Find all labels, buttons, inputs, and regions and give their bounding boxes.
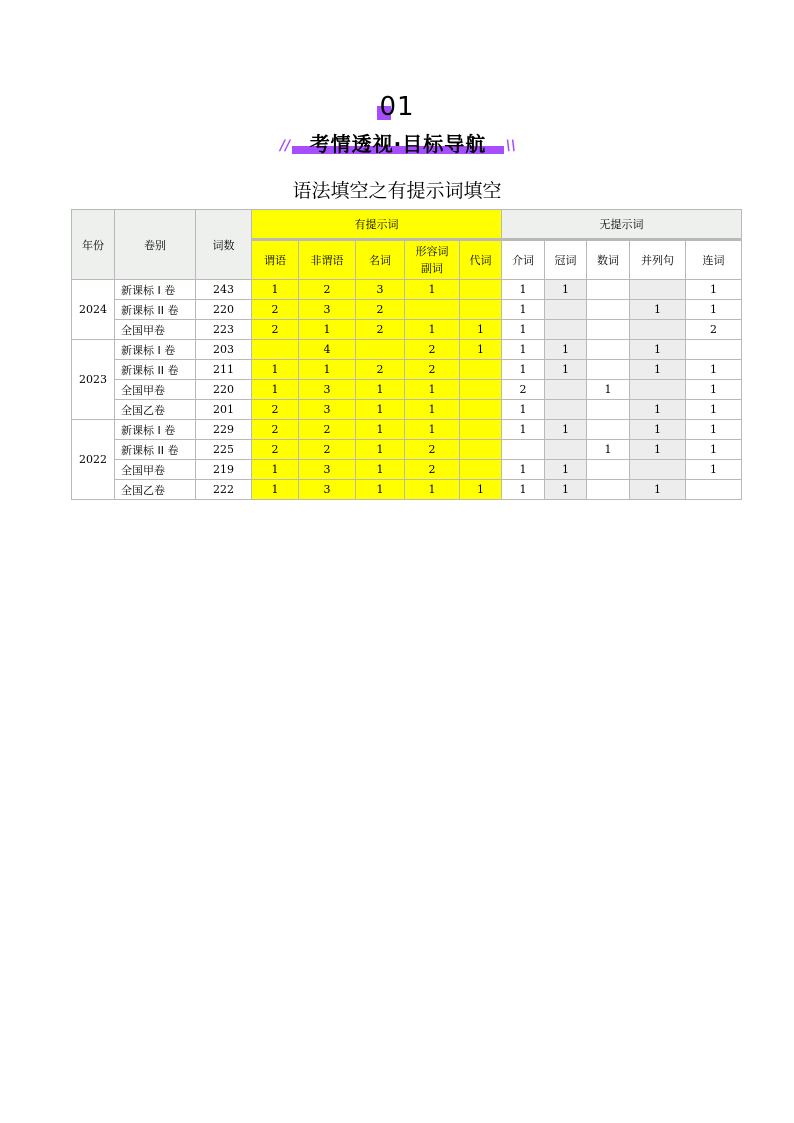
hint-count-cell: 1 (460, 480, 502, 500)
no-hint-count-cell: 1 (502, 400, 545, 420)
no-hint-count-cell (630, 460, 686, 480)
no-hint-count-cell: 1 (686, 420, 742, 440)
hint-count-cell: 3 (299, 480, 356, 500)
header-group-hint: 有提示词 (252, 210, 502, 240)
hint-count-cell: 2 (405, 360, 460, 380)
no-hint-count-cell: 1 (686, 360, 742, 380)
words-cell: 225 (196, 440, 252, 460)
no-hint-count-cell: 1 (686, 400, 742, 420)
hint-count-cell: 1 (356, 460, 405, 480)
table-row (72, 380, 742, 400)
no-hint-count-cell: 1 (502, 340, 545, 360)
no-hint-count-cell: 1 (686, 280, 742, 300)
words-cell: 203 (196, 340, 252, 360)
hint-count-cell: 1 (252, 380, 299, 400)
hint-count-cell: 1 (252, 360, 299, 380)
year-cell: 2022 (72, 420, 115, 500)
hint-count-cell (460, 280, 502, 300)
words-cell: 222 (196, 480, 252, 500)
hint-count-cell: 3 (299, 300, 356, 320)
table-row (72, 300, 742, 320)
no-hint-count-cell: 1 (630, 480, 686, 500)
no-hint-count-cell (686, 340, 742, 360)
no-hint-count-cell: 1 (630, 360, 686, 380)
hint-count-cell: 2 (299, 440, 356, 460)
no-hint-count-cell: 1 (502, 480, 545, 500)
no-hint-count-cell: 1 (545, 280, 587, 300)
hint-count-cell: 1 (299, 320, 356, 340)
no-hint-count-cell: 1 (686, 380, 742, 400)
table-row (72, 420, 742, 440)
paper-cell: 全国甲卷 (115, 320, 196, 340)
hint-count-cell (356, 340, 405, 360)
hint-count-cell: 2 (252, 320, 299, 340)
header-col-no-hint: 连词 (686, 240, 742, 280)
no-hint-count-cell: 2 (502, 380, 545, 400)
hint-count-cell (460, 420, 502, 440)
hint-count-cell: 2 (252, 420, 299, 440)
table-row (72, 400, 742, 420)
no-hint-count-cell (686, 480, 742, 500)
header-col-no-hint: 数词 (587, 240, 630, 280)
banner-title: 考情透视·目标导航 (309, 132, 487, 156)
hint-count-cell: 1 (356, 400, 405, 420)
header-group-no-hint: 无提示词 (502, 210, 742, 240)
no-hint-count-cell (545, 300, 587, 320)
header-col-no-hint: 冠词 (545, 240, 587, 280)
no-hint-count-cell: 1 (587, 380, 630, 400)
hint-count-cell: 1 (405, 320, 460, 340)
hint-count-cell: 2 (252, 400, 299, 420)
header-col-no-hint: 介词 (502, 240, 545, 280)
hint-count-cell: 2 (252, 440, 299, 460)
paper-cell: 全国甲卷 (115, 460, 196, 480)
paper-cell: 全国乙卷 (115, 480, 196, 500)
table-row (72, 480, 742, 500)
hint-count-cell: 4 (299, 340, 356, 360)
words-cell: 223 (196, 320, 252, 340)
header-year: 年份 (72, 210, 115, 280)
no-hint-count-cell: 1 (502, 300, 545, 320)
hint-count-cell: 3 (299, 380, 356, 400)
hint-count-cell: 1 (356, 420, 405, 440)
hint-count-cell: 1 (460, 340, 502, 360)
section-number-block (0, 92, 794, 126)
hint-count-cell: 1 (356, 440, 405, 460)
table-row (72, 280, 742, 300)
hint-count-cell (460, 300, 502, 320)
no-hint-count-cell: 1 (545, 480, 587, 500)
words-cell: 243 (196, 280, 252, 300)
table-row (72, 340, 742, 360)
hint-count-cell (460, 380, 502, 400)
paper-cell: 全国乙卷 (115, 400, 196, 420)
paper-cell: 新课标 II 卷 (115, 300, 196, 320)
no-hint-count-cell: 1 (630, 440, 686, 460)
hint-count-cell (405, 300, 460, 320)
paper-cell: 新课标 I 卷 (115, 340, 196, 360)
paper-cell: 全国甲卷 (115, 380, 196, 400)
banner-deco-right: \\ (505, 138, 516, 154)
no-hint-count-cell: 1 (545, 460, 587, 480)
no-hint-count-cell: 1 (686, 460, 742, 480)
year-cell: 2024 (72, 280, 115, 340)
words-cell: 220 (196, 300, 252, 320)
table-row (72, 440, 742, 460)
no-hint-count-cell (630, 320, 686, 340)
header-paper: 卷别 (115, 210, 196, 280)
hint-count-cell: 3 (299, 400, 356, 420)
exam-stats-table (71, 209, 742, 500)
no-hint-count-cell: 1 (502, 280, 545, 300)
paper-cell: 新课标 II 卷 (115, 360, 196, 380)
hint-count-cell: 1 (405, 480, 460, 500)
no-hint-count-cell: 1 (502, 360, 545, 380)
hint-count-cell: 2 (405, 440, 460, 460)
table-row (72, 320, 742, 340)
hint-count-cell: 2 (356, 320, 405, 340)
hint-count-cell: 1 (252, 280, 299, 300)
section-number: 01 (379, 92, 415, 122)
hint-count-cell: 2 (356, 360, 405, 380)
hint-count-cell (252, 340, 299, 360)
header-col-hint: 代词 (460, 240, 502, 280)
no-hint-count-cell: 1 (686, 300, 742, 320)
hint-count-cell: 1 (252, 460, 299, 480)
words-cell: 220 (196, 380, 252, 400)
hint-count-cell: 2 (252, 300, 299, 320)
year-cell: 2023 (72, 340, 115, 420)
hint-count-cell: 1 (405, 420, 460, 440)
no-hint-count-cell: 1 (587, 440, 630, 460)
no-hint-count-cell: 1 (545, 420, 587, 440)
hint-count-cell: 2 (299, 280, 356, 300)
no-hint-count-cell (587, 460, 630, 480)
words-cell: 201 (196, 400, 252, 420)
paper-cell: 新课标 I 卷 (115, 280, 196, 300)
header-col-no-hint: 并列句 (630, 240, 686, 280)
no-hint-count-cell: 1 (502, 420, 545, 440)
no-hint-count-cell: 1 (630, 300, 686, 320)
header-col-hint: 谓语 (252, 240, 299, 280)
header-words: 词数 (196, 210, 252, 280)
no-hint-count-cell (587, 280, 630, 300)
hint-count-cell (460, 460, 502, 480)
paper-cell: 新课标 II 卷 (115, 440, 196, 460)
no-hint-count-cell (502, 440, 545, 460)
no-hint-count-cell (630, 280, 686, 300)
words-cell: 219 (196, 460, 252, 480)
hint-count-cell: 2 (356, 300, 405, 320)
no-hint-count-cell (587, 340, 630, 360)
hint-count-cell (460, 400, 502, 420)
header-col-hint: 名词 (356, 240, 405, 280)
no-hint-count-cell (587, 400, 630, 420)
hint-count-cell: 1 (405, 380, 460, 400)
hint-count-cell: 1 (356, 480, 405, 500)
no-hint-count-cell: 1 (545, 340, 587, 360)
hint-count-cell: 1 (405, 400, 460, 420)
header-row-groups (72, 210, 742, 240)
hint-count-cell: 1 (356, 380, 405, 400)
hint-count-cell (460, 360, 502, 380)
no-hint-count-cell (545, 380, 587, 400)
page-title: 语法填空之有提示词填空 (292, 180, 502, 202)
no-hint-count-cell: 1 (545, 360, 587, 380)
no-hint-count-cell: 1 (630, 340, 686, 360)
no-hint-count-cell (587, 300, 630, 320)
no-hint-count-cell (630, 380, 686, 400)
no-hint-count-cell: 1 (502, 460, 545, 480)
hint-count-cell: 2 (405, 340, 460, 360)
hint-count-cell (460, 440, 502, 460)
no-hint-count-cell (587, 360, 630, 380)
hint-count-cell: 1 (460, 320, 502, 340)
banner-deco-left: // (280, 138, 291, 154)
no-hint-count-cell: 1 (630, 420, 686, 440)
words-cell: 229 (196, 420, 252, 440)
hint-count-cell: 3 (299, 460, 356, 480)
no-hint-count-cell (587, 480, 630, 500)
header-col-hint: 形容词 副词 (405, 240, 460, 280)
hint-count-cell: 1 (252, 480, 299, 500)
words-cell: 211 (196, 360, 252, 380)
hint-count-cell: 2 (299, 420, 356, 440)
no-hint-count-cell (587, 320, 630, 340)
no-hint-count-cell: 1 (502, 320, 545, 340)
table-row (72, 460, 742, 480)
no-hint-count-cell: 1 (686, 440, 742, 460)
no-hint-count-cell (545, 400, 587, 420)
table-row (72, 360, 742, 380)
section-banner (280, 128, 516, 156)
no-hint-count-cell (545, 320, 587, 340)
no-hint-count-cell: 1 (630, 400, 686, 420)
paper-cell: 新课标 I 卷 (115, 420, 196, 440)
hint-count-cell: 1 (405, 280, 460, 300)
header-col-hint: 非谓语 (299, 240, 356, 280)
no-hint-count-cell: 2 (686, 320, 742, 340)
hint-count-cell: 3 (356, 280, 405, 300)
no-hint-count-cell (587, 420, 630, 440)
hint-count-cell: 1 (299, 360, 356, 380)
no-hint-count-cell (545, 440, 587, 460)
hint-count-cell: 2 (405, 460, 460, 480)
